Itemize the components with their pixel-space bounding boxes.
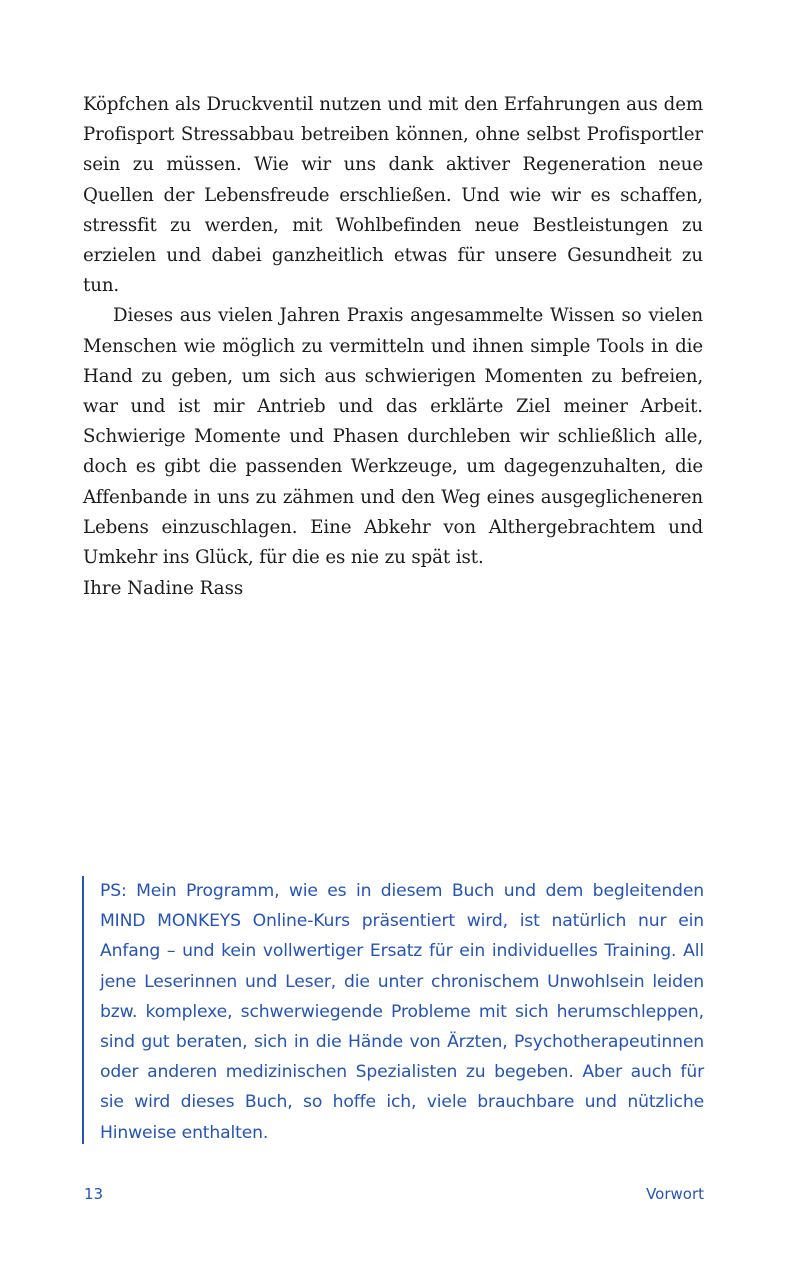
- paragraph-2: Dieses aus vielen Jahren Praxis angesammelte Wissen so vielen Menschen wie möglich zu vermitteln und ihnen simple Tools in die Hand zu geben, um sich aus schwierigen Momenten zu befreien, war und ist mir Antrieb und das erklärte Ziel meiner Arbeit. Schwierige Momente und Phasen durchleben wir schließlich alle, doch es gibt die passenden Werkzeuge, um dagegenzuhalten, die Affenbande in uns zu zähmen und den Weg eines ausgeglicheneren Lebens einzuschlagen. Eine Abkehr von Althergebrachtem und Umkehr ins Glück, für die es nie zu spät ist.: [83, 305, 703, 569]
- page-number: 13: [84, 1185, 104, 1203]
- ps-note-box: [82, 876, 704, 1144]
- paragraph-1: Köpfchen als Druckventil nutzen und mit den Erfahrungen aus dem Profisport Stressabbau betreiben können, ohne selbst Profisportler sein zu müssen. Wie wir uns dank aktiver Regeneration neue Quellen der Lebensfreude erschließen. Und wie wir es schaffen, stressfit zu werden, mit Wohlbefinden neue Bestleistungen zu erzielen und dabei ganzheitlich etwas für unsere Gesundheit zu tun.: [83, 94, 703, 297]
- ps-note-text: PS: Mein Programm, wie es in diesem Buch und dem begleitenden MIND MONKEYS Online-Kurs präsentiert wird, ist natürlich nur ein Anfang – und kein vollwertiger Ersatz für ein individuelles Training. All jene Leserinnen und Leser, die unter chronischem Unwohlsein leiden bzw. komplexe, schwerwiegende Probleme mit sich herumschleppen, sind gut beraten, sich in die Hände von Ärzten, Psychotherapeutinnen oder anderen medizinischen Spezialisten zu begeben. Aber auch für sie wird dieses Buch, so hoffe ich, viele brauchbare und nützliche Hinweise enthalten.: [100, 881, 704, 1143]
- section-title: Vorwort: [646, 1185, 704, 1203]
- body-text: [83, 90, 703, 573]
- signature: Ihre Nadine Rass: [83, 578, 244, 599]
